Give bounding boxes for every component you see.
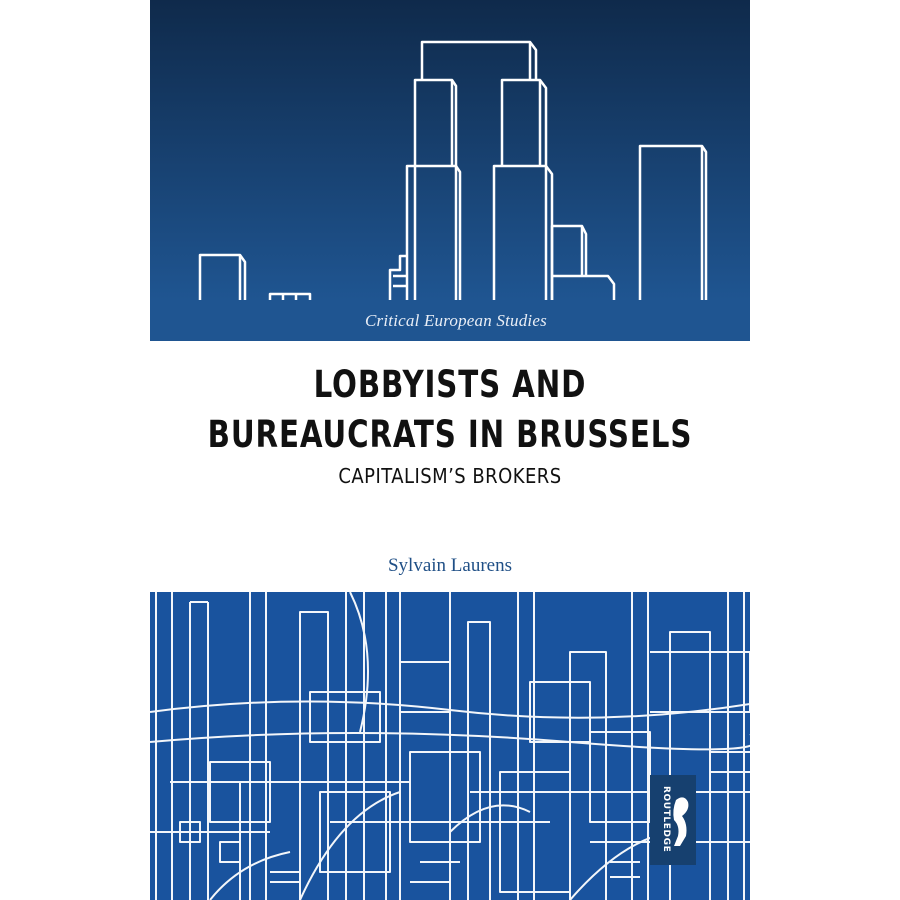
publisher-name: ROUTLEDGE (661, 785, 671, 853)
routledge-emblem-icon (670, 790, 694, 850)
book-title-line-1: LOBBYISTS AND (313, 363, 587, 406)
author-name: Sylvain Laurens (387, 555, 512, 576)
book-cover (150, 0, 750, 900)
series-band (150, 300, 750, 341)
routledge-logo-icon (650, 775, 696, 865)
book-subtitle: CAPITALISM’S BROKERS (338, 464, 562, 488)
book-title-line-2: BUREAUCRATS IN BRUSSELS (207, 413, 693, 456)
skyline-illustration (150, 0, 750, 300)
series-name: Critical European Studies (365, 310, 547, 330)
title-block (150, 360, 750, 488)
